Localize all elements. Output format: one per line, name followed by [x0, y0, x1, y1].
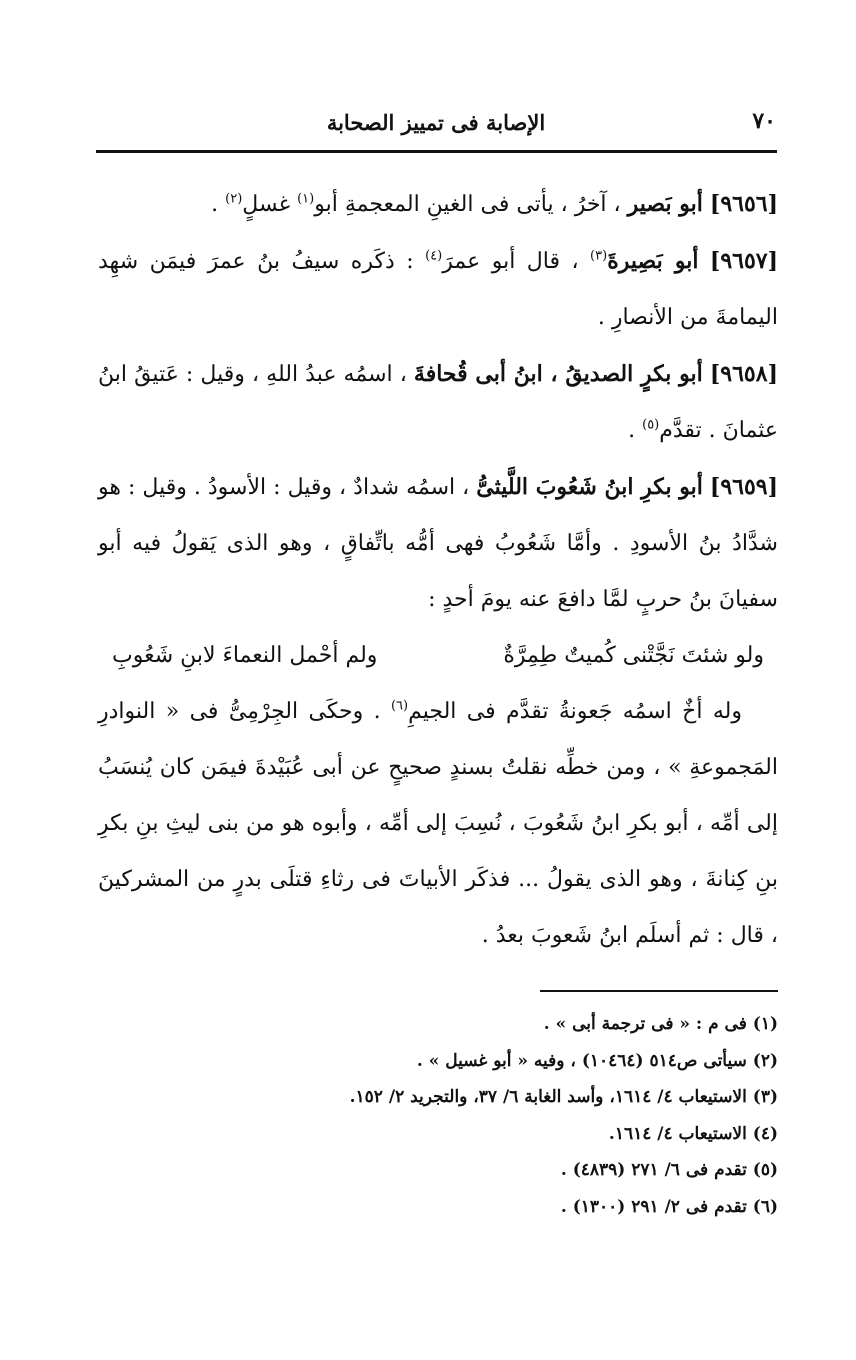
running-title: الإصابة فى تمييز الصحابة: [326, 110, 546, 135]
page-header: [96, 108, 776, 144]
footnote-item: (١) فى م : « فى ترجمة أبى » .: [543, 1014, 778, 1034]
header-divider: [96, 150, 777, 153]
entry-text: .: [211, 192, 219, 217]
main-text: [98, 176, 778, 964]
entry-name: أبو بَصِيرةَ: [607, 248, 699, 274]
footnote-item: (٥) تقدم فى ٦/ ٢٧١ (٤٨٣٩) .: [560, 1160, 778, 1180]
verse-second-hemistich: ولم أحْمل النعماءَ لابنِ شَعُوبِ: [112, 643, 378, 668]
entry-number: [٩٦٥٦]: [709, 191, 778, 217]
footnote-item: (٣) الاستيعاب ٤/ ١٦١٤، وأسد الغابة ٦/ ٣٧، والتجريد ٢/ ١٥٢.: [349, 1087, 778, 1107]
footnote-ref[interactable]: (٥): [642, 417, 660, 433]
continuation-paragraph: [98, 684, 778, 964]
paragraph-text: . وحكَى الجِرْمِىُّ فى « النوادرِ المَجموعةِ » ، ومن خطِّه نقلتُ بسندٍ صحيحٍ عن أبى عُبَيْدةَ فيمَن كان يُنسَبُ إلى أمِّه ، أبو بكرِ ابنُ شَعُوبَ ، نُسِبَ إلى أمِّه ، وأبوه هو من بنى ليثِ بنِ بكرِ بنِ كِنانةَ ، وهو الذى يقولُ ... فذكَر الأبياتَ فى رثاءِ قتلَى بدرٍ من المشركينَ ، قال : ثم أسلَم ابنُ شَعوبَ بعدُ .: [98, 699, 778, 948]
footnote-item: (٦) تقدم فى ٢/ ٢٩١ (١٣٠٠) .: [560, 1196, 778, 1217]
entry-text: ، قال أبو عمرَ: [442, 249, 579, 274]
entry-name: أبو بكرٍ الصديقُ ، ابنُ أبى قُحافةَ: [413, 361, 703, 387]
footnote-ref[interactable]: (٢): [225, 191, 243, 207]
entry-text: ، اسمُه شدادٌ ، وقيل : الأسودُ . وقيل : هو شدَّادُ بنُ الأسودِ . وأمَّا شَعُوبُ فهى أمُّه باتِّفاقٍ ، وهو الذى يَقولُ فيه أبو سفيانَ بنُ حربٍ لمَّا دافعَ عنه يومَ أحدٍ :: [98, 475, 778, 612]
footnote-item: (٢) سيأتى ص٥١٤ (١٠٤٦٤) ، وفيه « أبو غسيل » .: [416, 1050, 778, 1071]
entry-9659: [98, 459, 778, 628]
entry-text: غسلٍ: [242, 192, 291, 217]
verse-first-hemistich: ولو شئتَ نَجَّتْنى كُميتٌ طِمِرَّةٌ: [503, 643, 764, 668]
entry-name: أبو بَصير: [627, 191, 703, 217]
paragraph-text: وله أخٌ اسمُه جَعونةُ تقدَّم فى الجيمِ: [408, 699, 742, 724]
entry-text: ، آخرُ ، يأتى فى الغينِ المعجمةِ أبو: [314, 192, 621, 217]
footnote-ref[interactable]: (١): [297, 191, 315, 207]
entry-number: [٩٦٥٧]: [709, 248, 779, 274]
footnote-divider: [540, 990, 778, 992]
entry-9656: [98, 176, 778, 233]
entry-text: ، اسمُه عبدُ اللهِ ، وقيل : عَتيقُ ابنُ عثمانَ . تقدَّم: [98, 362, 778, 443]
footnote-item: (٤) الاستيعاب ٤/ ١٦١٤.: [608, 1123, 778, 1144]
entry-number: [٩٦٥٩]: [709, 474, 779, 500]
entry-number: [٩٦٥٨]: [709, 361, 778, 387]
footnotes: [98, 1006, 778, 1225]
footnote-ref[interactable]: (٦): [390, 698, 409, 714]
page-number: ٧٠: [752, 108, 776, 134]
footnote-ref[interactable]: (٤): [425, 248, 443, 264]
poetry-verse: [98, 628, 778, 684]
entry-text: : ذكَره سيفُ بنُ عمرَ فيمَن شهِد اليمامةَ من الأنصارِ .: [98, 249, 778, 330]
entry-9657: [98, 233, 778, 346]
entry-9658: [98, 346, 778, 459]
entry-text: .: [628, 418, 636, 443]
entry-name: أبو بكرِ ابنُ شَعُوبَ اللَّيثىُّ: [476, 474, 703, 500]
footnote-ref[interactable]: (٣): [590, 248, 608, 264]
